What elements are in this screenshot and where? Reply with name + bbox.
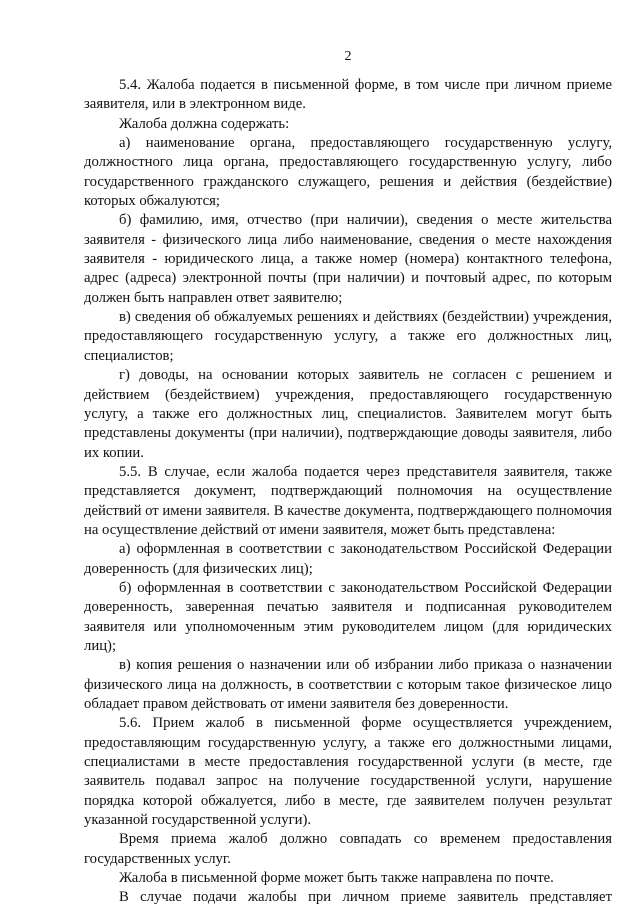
paragraph-item-v: в) сведения об обжалуемых решениях и действиях (бездействии) учреждения, предоставляющего государственную услугу, а также его должностных лиц, специалистов;	[84, 309, 612, 364]
paragraph-complaint-contents: Жалоба должна содержать:	[119, 115, 290, 132]
paragraph-5-6: 5.6. Прием жалоб в письменной форме осуществляется учреждением, предоставляющим государственную услугу, а также его должностными лицами, специалистами в месте предоставления государственной услуги (в месте, где заявитель подавал запрос на получение государственной услуги, нарушение порядка которой обжалуется, либо в месте, где заявителем получен результат указанной государственной услуги).	[84, 715, 612, 829]
paragraph-5-5: 5.5. В случае, если жалоба подается через представителя заявителя, также представляется документ, подтверждающий полномочия на осуществление действий от имени заявителя. В качестве документа, подтверждающего полномочия на осуществление действий от имени заявителя, может быть представлена:	[84, 463, 612, 538]
paragraph-5-5-item-b: б) оформленная в соответствии с законодательством Российской Федерации доверенность, заверенная печатью заявителя и подписанная руководителем заявителя или уполномоченным этим руководителем лицом (для юридических лиц);	[84, 579, 612, 654]
page-number: 2	[344, 49, 352, 64]
paragraph-item-b: б) фамилию, имя, отчество (при наличии), сведения о месте жительства заявителя - физического лица либо наименование, сведения о месте нахождения заявителя - юридического лица, а также номер (номера) контактного телефона, адрес (адреса) электронной почты (при наличии) и почтовый адрес, по которым должен быть направлен ответ заявителю;	[84, 212, 612, 306]
paragraph-personal-submission: В случае подачи жалобы при личном приеме заявитель представляет	[119, 889, 612, 906]
paragraph-item-a: а) наименование органа, предоставляющего государственную услугу, должностного лица органа, предоставляющего государственную услугу, либо государственного гражданского служащего, решения и действия (бездействие) которых обжалуются;	[84, 135, 612, 210]
paragraph-5-4: 5.4. Жалоба подается в письменной форме, в том числе при личном приеме заявителя, или в электронном виде.	[84, 77, 612, 113]
document-page	[84, 0, 612, 905]
paragraph-reception-time: Время приема жалоб должно совпадать со временем предоставления государственных услуг.	[84, 831, 612, 867]
paragraph-postal-complaint: Жалоба в письменной форме может быть также направлена по почте.	[119, 870, 554, 887]
paragraph-5-5-item-a: а) оформленная в соответствии с законодательством Российской Федерации доверенность (для физических лиц);	[84, 541, 612, 577]
paragraph-5-5-item-v: в) копия решения о назначении или об избрании либо приказа о назначении физического лица на должность, в соответствии с которым такое физическое лицо обладает правом действовать от имени заявителя без доверенности.	[84, 657, 612, 712]
paragraph-item-g: г) доводы, на основании которых заявитель не согласен с решением и действием (бездействием) учреждения, предоставляющего государственную услугу, а также его должностных лиц, специалистов. Заявителем могут быть представлены документы (при наличии), подтверждающие доводы заявителя, либо их копии.	[84, 367, 612, 461]
document-body	[84, 76, 612, 908]
